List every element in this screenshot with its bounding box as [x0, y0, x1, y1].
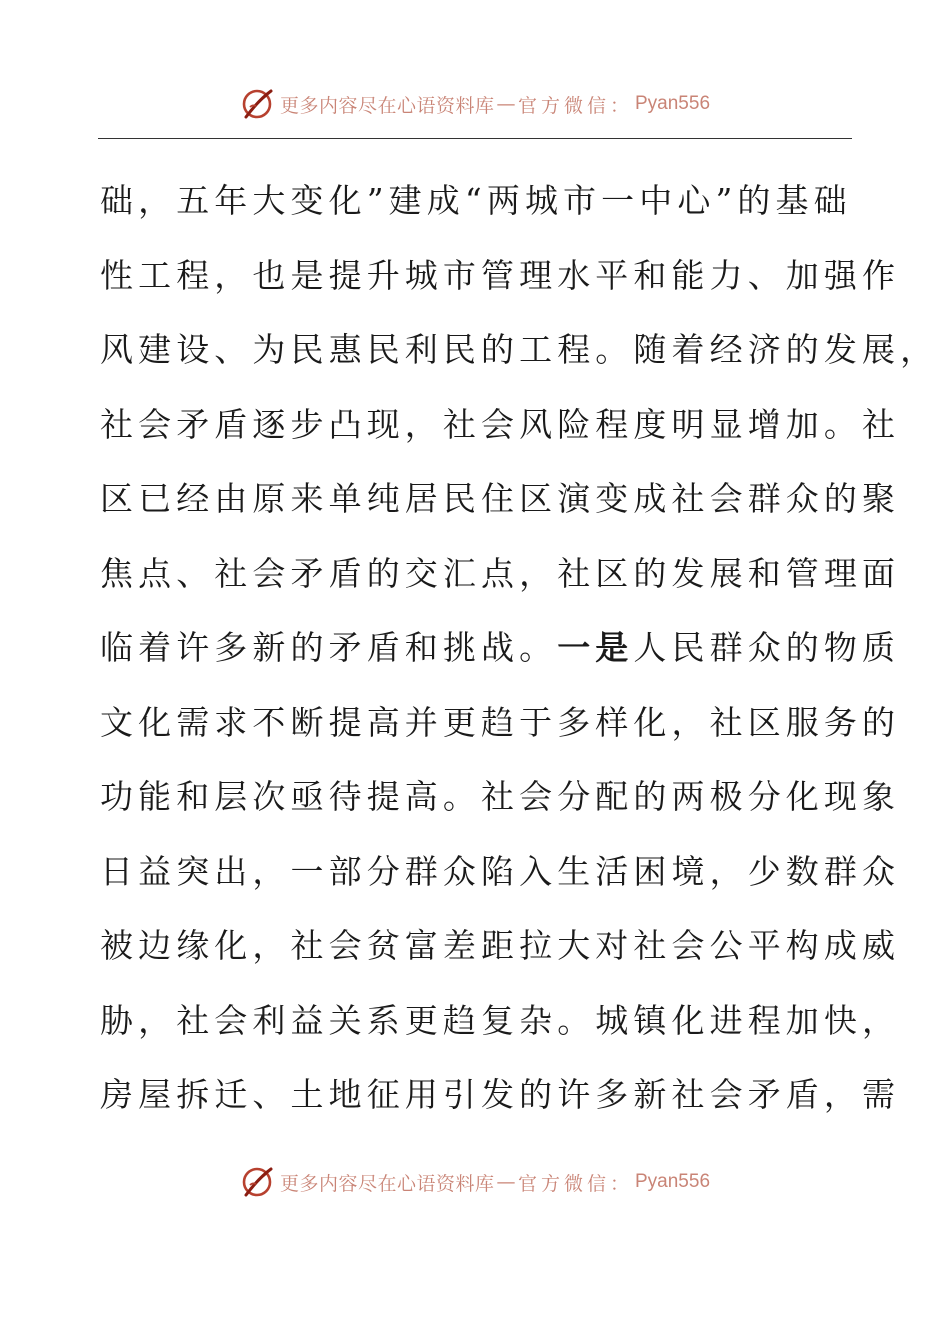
page-header-watermark: [0, 82, 950, 126]
paragraph-line: 被边缘化，社会贫富差距拉大对社会公平构成威: [100, 926, 901, 965]
page-footer-watermark: [0, 1160, 950, 1204]
header-separator: —: [496, 93, 516, 115]
paragraph-line: 区已经由原来单纯居民住区演变成社会群众的聚: [100, 479, 901, 518]
footer-brand-text: 更多内容尽在心语资料库: [279, 1172, 495, 1195]
paragraph-line: 焦点、社会矛盾的交汇点，社区的发展和管理面: [100, 553, 901, 593]
paragraph-line: 胁，社会利益关系更趋复杂。城镇化进程加快，: [100, 1000, 901, 1040]
document-body: [100, 164, 939, 1133]
header-wechat-label: 官方微信：: [517, 94, 633, 117]
paragraph-line: 社会矛盾逐步凸现，社会风险程度明显增加。社: [100, 404, 901, 444]
header-divider: [98, 138, 852, 139]
footer-wechat-label: 官方微信：: [517, 1172, 633, 1195]
paragraph-line: 文化需求不断提高并更趋于多样化，社区服务的: [100, 702, 901, 742]
header-brand-text: 更多内容尽在心语资料库: [279, 94, 495, 117]
paragraph-line: 风建设、为民惠民利民的工程。随着经济的发展，: [100, 330, 939, 369]
line-segment: 临着许多新的矛盾和挑战。: [100, 628, 558, 667]
line-segment: 人民群众的物质: [633, 628, 901, 667]
paragraph-line: 日益突出，一部分群众陷入生活困境，少数群众: [100, 851, 901, 891]
paragraph-line: 房屋拆迁、土地征用引发的许多新社会矛盾，需: [100, 1075, 901, 1114]
footer-wechat-id: Pyan556: [635, 1171, 711, 1192]
quill-pen-logo-icon: [240, 87, 274, 121]
paragraph-line: 础，五年大变化”建成“两城市一中心”的基础: [100, 181, 852, 220]
paragraph-line: 功能和层次亟待提高。社会分配的两极分化现象: [100, 777, 901, 816]
quill-pen-logo-icon: [240, 1165, 274, 1199]
footer-separator: —: [496, 1171, 516, 1193]
paragraph-line: 性工程，也是提升城市管理水平和能力、加强作: [100, 255, 901, 295]
paragraph-line-mixed: [100, 611, 901, 686]
emphasis-first-point: 一是: [557, 628, 634, 667]
header-wechat-id: Pyan556: [635, 93, 711, 114]
